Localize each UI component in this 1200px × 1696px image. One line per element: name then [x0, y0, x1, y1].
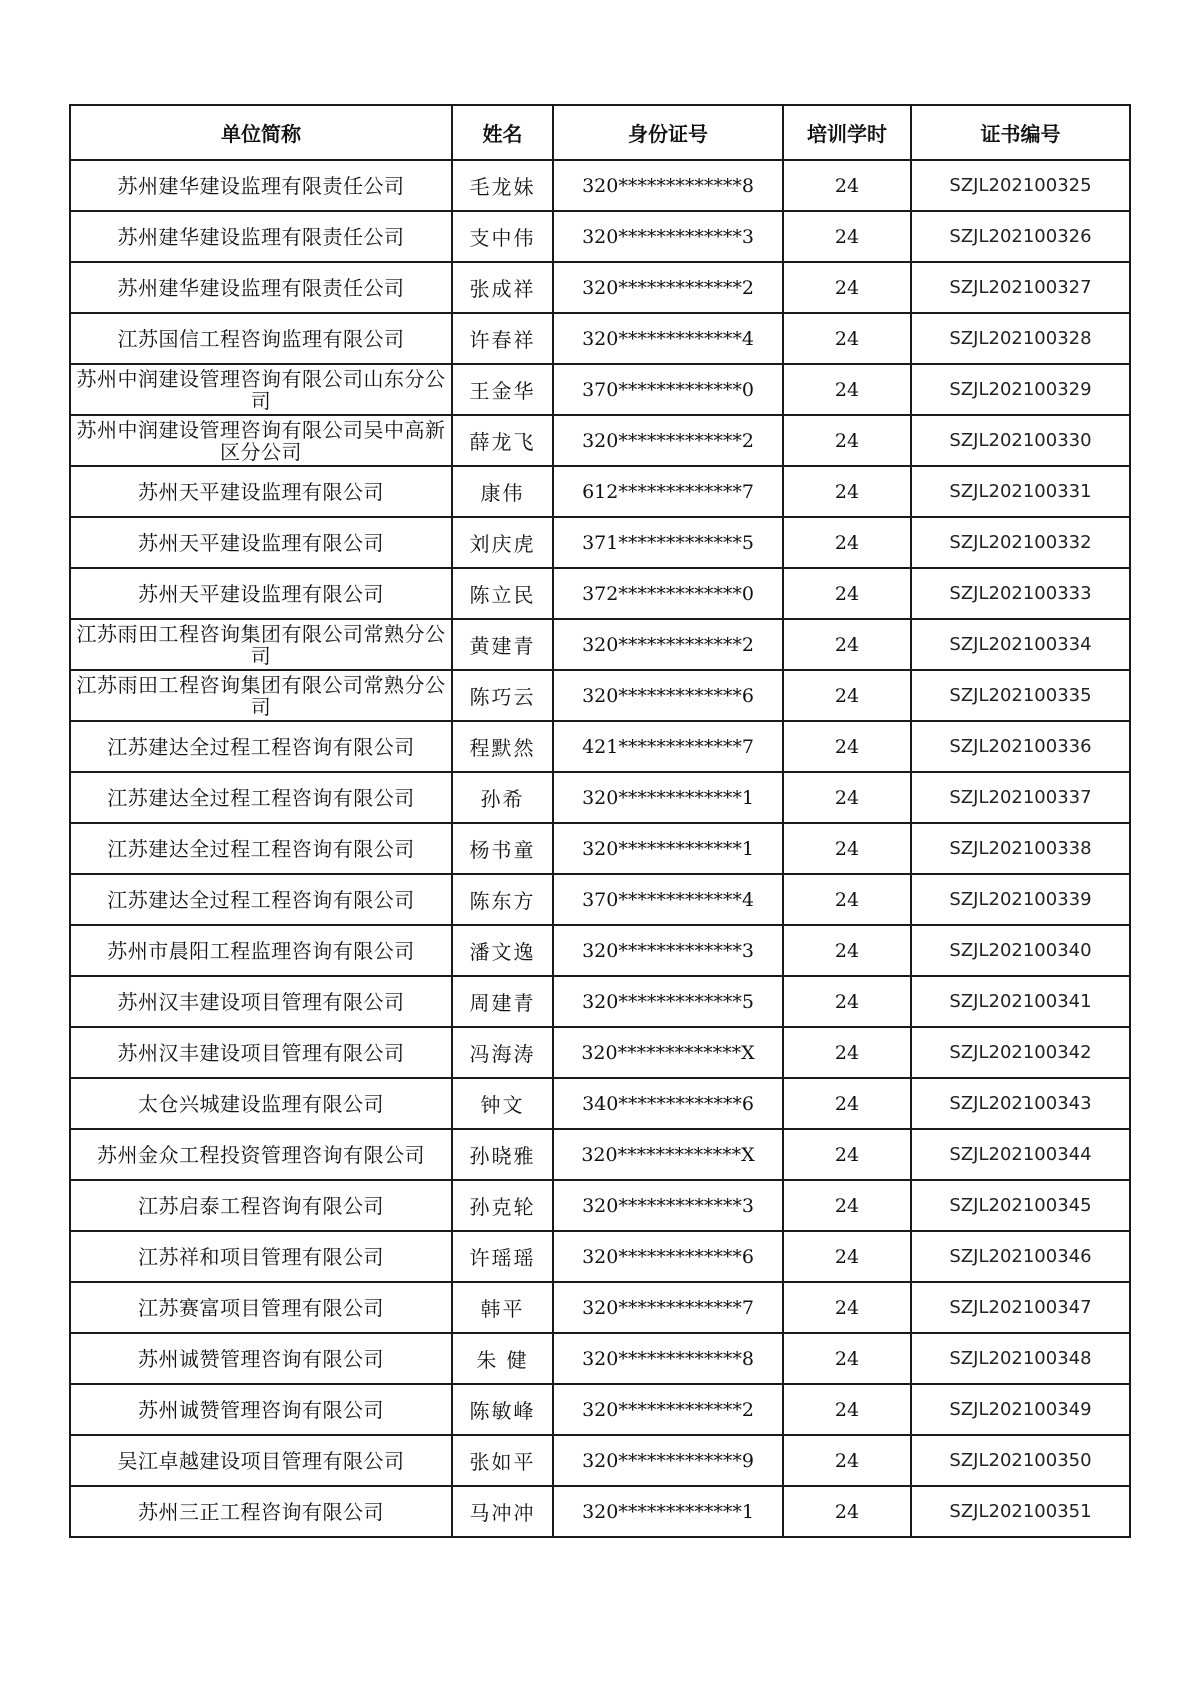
cell-name: 许瑶瑶	[452, 1231, 553, 1282]
cell-training-hours: 24	[783, 1027, 911, 1078]
cell-certificate-number: SZJL202100326	[911, 211, 1130, 262]
cell-name: 朱 健	[452, 1333, 553, 1384]
table-row	[70, 721, 1130, 772]
table-row	[70, 211, 1130, 262]
cell-unit: 江苏建达全过程工程咨询有限公司	[70, 823, 452, 874]
cell-unit: 江苏赛富项目管理有限公司	[70, 1282, 452, 1333]
cell-name: 孙希	[452, 772, 553, 823]
table-row	[70, 823, 1130, 874]
cell-certificate-number: SZJL202100330	[911, 415, 1130, 466]
cell-certificate-number: SZJL202100333	[911, 568, 1130, 619]
table-row	[70, 1486, 1130, 1537]
cell-unit: 苏州三正工程咨询有限公司	[70, 1486, 452, 1537]
cell-training-hours: 24	[783, 823, 911, 874]
cell-unit: 江苏启泰工程咨询有限公司	[70, 1180, 452, 1231]
cell-id-number: 320*************1	[553, 1486, 783, 1537]
cell-training-hours: 24	[783, 772, 911, 823]
cell-id-number: 372*************0	[553, 568, 783, 619]
table-row	[70, 1129, 1130, 1180]
cell-id-number: 320*************2	[553, 415, 783, 466]
cell-unit: 苏州天平建设监理有限公司	[70, 466, 452, 517]
cell-id-number: 320*************8	[553, 1333, 783, 1384]
table-row	[70, 1027, 1130, 1078]
cell-certificate-number: SZJL202100338	[911, 823, 1130, 874]
cell-name: 薛龙飞	[452, 415, 553, 466]
table-row	[70, 1435, 1130, 1486]
cell-certificate-number: SZJL202100328	[911, 313, 1130, 364]
cell-name: 程默然	[452, 721, 553, 772]
cell-certificate-number: SZJL202100337	[911, 772, 1130, 823]
cell-name: 韩平	[452, 1282, 553, 1333]
cell-id-number: 320*************5	[553, 976, 783, 1027]
cell-unit: 吴江卓越建设项目管理有限公司	[70, 1435, 452, 1486]
cell-id-number: 320*************9	[553, 1435, 783, 1486]
cell-id-number: 320*************3	[553, 211, 783, 262]
cell-id-number: 370*************4	[553, 874, 783, 925]
cell-id-number: 320*************6	[553, 1231, 783, 1282]
table-row	[70, 1333, 1130, 1384]
table-row	[70, 772, 1130, 823]
table-row	[70, 160, 1130, 211]
cell-id-number: 320*************1	[553, 772, 783, 823]
cell-id-number: 421*************7	[553, 721, 783, 772]
cell-training-hours: 24	[783, 1384, 911, 1435]
cell-training-hours: 24	[783, 211, 911, 262]
cell-name: 孙克轮	[452, 1180, 553, 1231]
cell-unit: 苏州金众工程投资管理咨询有限公司	[70, 1129, 452, 1180]
cell-certificate-number: SZJL202100345	[911, 1180, 1130, 1231]
cell-training-hours: 24	[783, 313, 911, 364]
cell-training-hours: 24	[783, 466, 911, 517]
cell-training-hours: 24	[783, 1231, 911, 1282]
cell-training-hours: 24	[783, 670, 911, 721]
cell-id-number: 320*************X	[553, 1129, 783, 1180]
cell-id-number: 320*************2	[553, 1384, 783, 1435]
table-row	[70, 670, 1130, 721]
cell-id-number: 320*************2	[553, 262, 783, 313]
cell-certificate-number: SZJL202100329	[911, 364, 1130, 415]
cell-unit: 江苏建达全过程工程咨询有限公司	[70, 721, 452, 772]
cell-id-number: 320*************3	[553, 925, 783, 976]
training-certificate-table	[69, 104, 1131, 1538]
cell-id-number: 320*************1	[553, 823, 783, 874]
cell-name: 潘文逸	[452, 925, 553, 976]
cell-unit: 苏州市晨阳工程监理咨询有限公司	[70, 925, 452, 976]
cell-name: 冯海涛	[452, 1027, 553, 1078]
cell-certificate-number: SZJL202100349	[911, 1384, 1130, 1435]
cell-unit: 苏州建华建设监理有限责任公司	[70, 262, 452, 313]
cell-unit: 太仓兴城建设监理有限公司	[70, 1078, 452, 1129]
cell-certificate-number: SZJL202100342	[911, 1027, 1130, 1078]
cell-unit: 苏州中润建设管理咨询有限公司山东分公司	[70, 364, 452, 415]
table-row	[70, 925, 1130, 976]
cell-certificate-number: SZJL202100332	[911, 517, 1130, 568]
cell-name: 陈巧云	[452, 670, 553, 721]
cell-unit: 苏州天平建设监理有限公司	[70, 517, 452, 568]
cell-unit: 江苏国信工程咨询监理有限公司	[70, 313, 452, 364]
cell-certificate-number: SZJL202100346	[911, 1231, 1130, 1282]
table-row	[70, 874, 1130, 925]
cell-unit: 苏州诚赞管理咨询有限公司	[70, 1384, 452, 1435]
cell-certificate-number: SZJL202100339	[911, 874, 1130, 925]
cell-name: 杨书童	[452, 823, 553, 874]
cell-training-hours: 24	[783, 976, 911, 1027]
cell-name: 陈敏峰	[452, 1384, 553, 1435]
cell-certificate-number: SZJL202100351	[911, 1486, 1130, 1537]
cell-unit: 江苏雨田工程咨询集团有限公司常熟分公司	[70, 619, 452, 670]
cell-id-number: 340*************6	[553, 1078, 783, 1129]
table-row	[70, 415, 1130, 466]
cell-certificate-number: SZJL202100350	[911, 1435, 1130, 1486]
table-row	[70, 313, 1130, 364]
cell-unit: 江苏建达全过程工程咨询有限公司	[70, 874, 452, 925]
cell-training-hours: 24	[783, 1078, 911, 1129]
cell-name: 马冲冲	[452, 1486, 553, 1537]
cell-id-number: 370*************0	[553, 364, 783, 415]
cell-id-number: 371*************5	[553, 517, 783, 568]
cell-name: 许春祥	[452, 313, 553, 364]
cell-id-number: 320*************6	[553, 670, 783, 721]
cell-certificate-number: SZJL202100331	[911, 466, 1130, 517]
cell-name: 陈立民	[452, 568, 553, 619]
table-row	[70, 976, 1130, 1027]
cell-id-number: 320*************X	[553, 1027, 783, 1078]
cell-training-hours: 24	[783, 1129, 911, 1180]
table-row	[70, 619, 1130, 670]
cell-unit: 苏州汉丰建设项目管理有限公司	[70, 1027, 452, 1078]
cell-unit: 江苏建达全过程工程咨询有限公司	[70, 772, 452, 823]
cell-id-number: 320*************4	[553, 313, 783, 364]
table-row	[70, 1180, 1130, 1231]
cell-unit: 苏州建华建设监理有限责任公司	[70, 211, 452, 262]
cell-certificate-number: SZJL202100344	[911, 1129, 1130, 1180]
cell-training-hours: 24	[783, 721, 911, 772]
cell-training-hours: 24	[783, 1486, 911, 1537]
table-body	[70, 160, 1130, 1537]
cell-name: 黄建青	[452, 619, 553, 670]
header-training-hours: 培训学时	[783, 105, 911, 160]
table-row	[70, 1078, 1130, 1129]
header-name: 姓名	[452, 105, 553, 160]
cell-certificate-number: SZJL202100335	[911, 670, 1130, 721]
cell-training-hours: 24	[783, 925, 911, 976]
cell-name: 钟文	[452, 1078, 553, 1129]
cell-unit: 苏州汉丰建设项目管理有限公司	[70, 976, 452, 1027]
cell-id-number: 320*************7	[553, 1282, 783, 1333]
table-row	[70, 466, 1130, 517]
cell-training-hours: 24	[783, 1435, 911, 1486]
cell-certificate-number: SZJL202100343	[911, 1078, 1130, 1129]
table-row	[70, 262, 1130, 313]
cell-training-hours: 24	[783, 619, 911, 670]
table-row	[70, 1282, 1130, 1333]
cell-name: 周建青	[452, 976, 553, 1027]
table-row	[70, 364, 1130, 415]
cell-certificate-number: SZJL202100334	[911, 619, 1130, 670]
cell-name: 支中伟	[452, 211, 553, 262]
table-row	[70, 517, 1130, 568]
table-row	[70, 1384, 1130, 1435]
cell-unit: 苏州天平建设监理有限公司	[70, 568, 452, 619]
cell-id-number: 612*************7	[553, 466, 783, 517]
cell-unit: 江苏雨田工程咨询集团有限公司常熟分公司	[70, 670, 452, 721]
cell-name: 陈东方	[452, 874, 553, 925]
cell-training-hours: 24	[783, 415, 911, 466]
cell-training-hours: 24	[783, 1333, 911, 1384]
table-row	[70, 1231, 1130, 1282]
cell-unit: 苏州诚赞管理咨询有限公司	[70, 1333, 452, 1384]
cell-certificate-number: SZJL202100325	[911, 160, 1130, 211]
cell-name: 孙晓雅	[452, 1129, 553, 1180]
cell-training-hours: 24	[783, 1180, 911, 1231]
cell-training-hours: 24	[783, 160, 911, 211]
cell-certificate-number: SZJL202100347	[911, 1282, 1130, 1333]
cell-training-hours: 24	[783, 517, 911, 568]
cell-id-number: 320*************2	[553, 619, 783, 670]
cell-certificate-number: SZJL202100348	[911, 1333, 1130, 1384]
cell-unit: 苏州中润建设管理咨询有限公司吴中高新区分公司	[70, 415, 452, 466]
cell-name: 王金华	[452, 364, 553, 415]
cell-name: 刘庆虎	[452, 517, 553, 568]
cell-unit: 苏州建华建设监理有限责任公司	[70, 160, 452, 211]
cell-id-number: 320*************8	[553, 160, 783, 211]
header-unit: 单位简称	[70, 105, 452, 160]
cell-training-hours: 24	[783, 874, 911, 925]
cell-name: 康伟	[452, 466, 553, 517]
cell-training-hours: 24	[783, 1282, 911, 1333]
cell-training-hours: 24	[783, 262, 911, 313]
cell-name: 张成祥	[452, 262, 553, 313]
table-row	[70, 568, 1130, 619]
cell-name: 张如平	[452, 1435, 553, 1486]
cell-unit: 江苏祥和项目管理有限公司	[70, 1231, 452, 1282]
cell-training-hours: 24	[783, 364, 911, 415]
cell-certificate-number: SZJL202100341	[911, 976, 1130, 1027]
header-certificate-number: 证书编号	[911, 105, 1130, 160]
cell-certificate-number: SZJL202100327	[911, 262, 1130, 313]
cell-name: 毛龙妹	[452, 160, 553, 211]
table-header-row	[70, 105, 1130, 160]
cell-certificate-number: SZJL202100340	[911, 925, 1130, 976]
cell-training-hours: 24	[783, 568, 911, 619]
header-id-number: 身份证号	[553, 105, 783, 160]
cell-certificate-number: SZJL202100336	[911, 721, 1130, 772]
cell-id-number: 320*************3	[553, 1180, 783, 1231]
